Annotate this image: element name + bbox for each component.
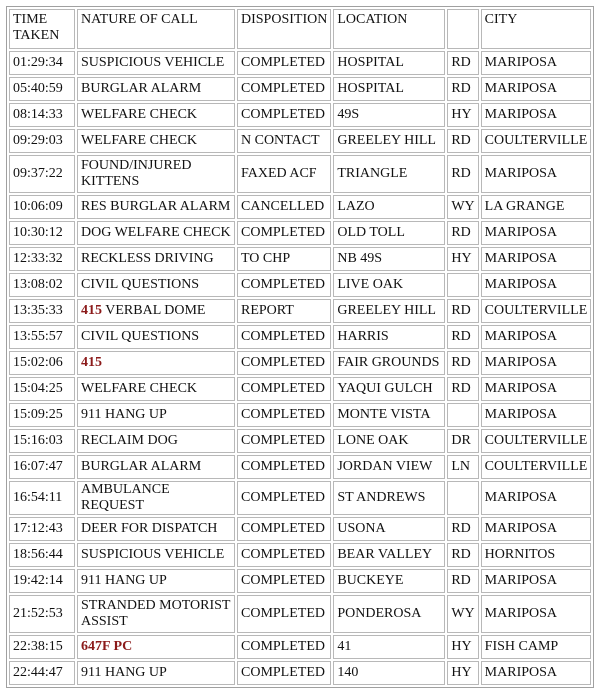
cell-time: 12:33:32 bbox=[9, 247, 75, 271]
cell-disposition: COMPLETED bbox=[237, 221, 331, 245]
nature-text: RES BURGLAR ALARM bbox=[81, 199, 231, 214]
cell-city: MARIPOSA bbox=[481, 77, 592, 101]
table-row bbox=[9, 247, 591, 271]
cell-nature bbox=[77, 543, 235, 567]
cell-location: HOSPITAL bbox=[333, 77, 445, 101]
cell-nature bbox=[77, 351, 235, 375]
table-row bbox=[9, 351, 591, 375]
cell-nature bbox=[77, 595, 235, 633]
call-log-body bbox=[9, 9, 591, 685]
table-row bbox=[9, 517, 591, 541]
cell-city: MARIPOSA bbox=[481, 273, 592, 297]
cell-city: COULTERVILLE bbox=[481, 429, 592, 453]
cell-suffix: WY bbox=[447, 195, 478, 219]
cell-disposition: COMPLETED bbox=[237, 51, 331, 75]
nature-text: SUSPICIOUS VEHICLE bbox=[81, 547, 225, 562]
table-row bbox=[9, 455, 591, 479]
cell-city: MARIPOSA bbox=[481, 517, 592, 541]
cell-time: 22:38:15 bbox=[9, 635, 75, 659]
table-row bbox=[9, 77, 591, 101]
table-row bbox=[9, 221, 591, 245]
cell-nature bbox=[77, 155, 235, 193]
cell-disposition: COMPLETED bbox=[237, 77, 331, 101]
cell-location: 41 bbox=[333, 635, 445, 659]
cell-location: LONE OAK bbox=[333, 429, 445, 453]
cell-suffix: RD bbox=[447, 517, 478, 541]
cell-suffix: RD bbox=[447, 129, 478, 153]
cell-city: MARIPOSA bbox=[481, 377, 592, 401]
cell-disposition: COMPLETED bbox=[237, 455, 331, 479]
cell-time: 09:29:03 bbox=[9, 129, 75, 153]
cell-suffix: RD bbox=[447, 155, 478, 193]
cell-nature bbox=[77, 103, 235, 127]
cell-disposition: COMPLETED bbox=[237, 273, 331, 297]
cell-disposition: COMPLETED bbox=[237, 661, 331, 685]
cell-nature bbox=[77, 247, 235, 271]
nature-text: SUSPICIOUS VEHICLE bbox=[81, 55, 225, 70]
cell-time: 16:54:11 bbox=[9, 481, 75, 515]
cell-suffix bbox=[447, 273, 478, 297]
table-row bbox=[9, 569, 591, 593]
table-row bbox=[9, 155, 591, 193]
cell-location: 140 bbox=[333, 661, 445, 685]
nature-text: AMBULANCE REQUEST bbox=[81, 482, 170, 513]
cell-disposition: COMPLETED bbox=[237, 517, 331, 541]
cell-disposition: COMPLETED bbox=[237, 429, 331, 453]
cell-location: GREELEY HILL bbox=[333, 299, 445, 323]
nature-text: VERBAL DOME bbox=[105, 303, 206, 318]
cell-city: MARIPOSA bbox=[481, 403, 592, 427]
cell-nature bbox=[77, 299, 235, 323]
table-row bbox=[9, 635, 591, 659]
cell-disposition: COMPLETED bbox=[237, 325, 331, 349]
cell-suffix: RD bbox=[447, 325, 478, 349]
cell-location: OLD TOLL bbox=[333, 221, 445, 245]
cell-time: 08:14:33 bbox=[9, 103, 75, 127]
nature-text: STRANDED MOTORIST ASSIST bbox=[81, 598, 231, 629]
cell-suffix: HY bbox=[447, 635, 478, 659]
table-row bbox=[9, 273, 591, 297]
cell-suffix: HY bbox=[447, 247, 478, 271]
cell-city: MARIPOSA bbox=[481, 325, 592, 349]
table-row bbox=[9, 403, 591, 427]
cell-disposition: COMPLETED bbox=[237, 543, 331, 567]
cell-location: 49S bbox=[333, 103, 445, 127]
cell-city: COULTERVILLE bbox=[481, 299, 592, 323]
table-row bbox=[9, 129, 591, 153]
nature-text: WELFARE CHECK bbox=[81, 381, 198, 396]
cell-disposition: COMPLETED bbox=[237, 635, 331, 659]
nature-text: 911 HANG UP bbox=[81, 407, 167, 422]
cell-time: 18:56:44 bbox=[9, 543, 75, 567]
nature-text: CIVIL QUESTIONS bbox=[81, 277, 200, 292]
cell-city: MARIPOSA bbox=[481, 661, 592, 685]
call-log-container bbox=[6, 6, 594, 688]
cell-nature bbox=[77, 429, 235, 453]
cell-location: USONA bbox=[333, 517, 445, 541]
nature-text: RECKLESS DRIVING bbox=[81, 251, 214, 266]
cell-location: YAQUI GULCH bbox=[333, 377, 445, 401]
cell-location: TRIANGLE bbox=[333, 155, 445, 193]
table-row bbox=[9, 429, 591, 453]
cell-suffix: RD bbox=[447, 299, 478, 323]
cell-time: 15:09:25 bbox=[9, 403, 75, 427]
cell-location: LIVE OAK bbox=[333, 273, 445, 297]
cell-location: BUCKEYE bbox=[333, 569, 445, 593]
table-row bbox=[9, 661, 591, 685]
nature-text: BURGLAR ALARM bbox=[81, 459, 202, 474]
cell-suffix: RD bbox=[447, 77, 478, 101]
cell-time: 15:02:06 bbox=[9, 351, 75, 375]
nature-text: 911 HANG UP bbox=[81, 573, 167, 588]
cell-time: 15:16:03 bbox=[9, 429, 75, 453]
cell-disposition: REPORT bbox=[237, 299, 331, 323]
table-row bbox=[9, 481, 591, 515]
cell-city: MARIPOSA bbox=[481, 595, 592, 633]
cell-suffix bbox=[447, 403, 478, 427]
nature-text: WELFARE CHECK bbox=[81, 133, 198, 148]
nature-text: 911 HANG UP bbox=[81, 665, 167, 680]
cell-time: 16:07:47 bbox=[9, 455, 75, 479]
cell-nature bbox=[77, 635, 235, 659]
header-nature: NATURE OF CALL bbox=[77, 9, 235, 49]
cell-disposition: COMPLETED bbox=[237, 103, 331, 127]
cell-location: JORDAN VIEW bbox=[333, 455, 445, 479]
cell-city: MARIPOSA bbox=[481, 155, 592, 193]
header-row bbox=[9, 9, 591, 49]
cell-suffix: RD bbox=[447, 377, 478, 401]
table-row bbox=[9, 195, 591, 219]
cell-suffix: DR bbox=[447, 429, 478, 453]
nature-text: BURGLAR ALARM bbox=[81, 81, 202, 96]
nature-text: DOG WELFARE CHECK bbox=[81, 225, 231, 240]
cell-suffix: RD bbox=[447, 221, 478, 245]
cell-suffix: RD bbox=[447, 569, 478, 593]
cell-nature bbox=[77, 221, 235, 245]
cell-city: MARIPOSA bbox=[481, 569, 592, 593]
cell-city: LA GRANGE bbox=[481, 195, 592, 219]
cell-disposition: FAXED ACF bbox=[237, 155, 331, 193]
cell-city: COULTERVILLE bbox=[481, 455, 592, 479]
cell-time: 22:44:47 bbox=[9, 661, 75, 685]
table-row bbox=[9, 595, 591, 633]
cell-suffix: HY bbox=[447, 661, 478, 685]
cell-city: MARIPOSA bbox=[481, 351, 592, 375]
cell-disposition: COMPLETED bbox=[237, 377, 331, 401]
cell-suffix: RD bbox=[447, 51, 478, 75]
cell-nature bbox=[77, 569, 235, 593]
cell-time: 13:35:33 bbox=[9, 299, 75, 323]
cell-location: HARRIS bbox=[333, 325, 445, 349]
table-row bbox=[9, 543, 591, 567]
cell-location: HOSPITAL bbox=[333, 51, 445, 75]
cell-disposition: COMPLETED bbox=[237, 403, 331, 427]
nature-text: FOUND/INJURED KITTENS bbox=[81, 158, 192, 189]
cell-suffix bbox=[447, 481, 478, 515]
cell-suffix: WY bbox=[447, 595, 478, 633]
cell-time: 15:04:25 bbox=[9, 377, 75, 401]
cell-suffix: RD bbox=[447, 351, 478, 375]
cell-disposition: COMPLETED bbox=[237, 569, 331, 593]
cell-time: 13:55:57 bbox=[9, 325, 75, 349]
cell-suffix: LN bbox=[447, 455, 478, 479]
table-row bbox=[9, 325, 591, 349]
cell-city: MARIPOSA bbox=[481, 247, 592, 271]
cell-location: NB 49S bbox=[333, 247, 445, 271]
cell-nature bbox=[77, 77, 235, 101]
cell-city: COULTERVILLE bbox=[481, 129, 592, 153]
cell-disposition: N CONTACT bbox=[237, 129, 331, 153]
call-code: 647F PC bbox=[81, 639, 133, 654]
cell-time: 10:06:09 bbox=[9, 195, 75, 219]
cell-time: 21:52:53 bbox=[9, 595, 75, 633]
cell-city: MARIPOSA bbox=[481, 51, 592, 75]
table-row bbox=[9, 299, 591, 323]
cell-disposition: COMPLETED bbox=[237, 595, 331, 633]
cell-nature bbox=[77, 403, 235, 427]
cell-disposition: COMPLETED bbox=[237, 351, 331, 375]
cell-suffix: RD bbox=[447, 543, 478, 567]
cell-location: FAIR GROUNDS bbox=[333, 351, 445, 375]
cell-nature bbox=[77, 129, 235, 153]
table-row bbox=[9, 51, 591, 75]
cell-suffix: HY bbox=[447, 103, 478, 127]
nature-text: DEER FOR DISPATCH bbox=[81, 521, 218, 536]
nature-text: RECLAIM DOG bbox=[81, 433, 178, 448]
cell-location: PONDEROSA bbox=[333, 595, 445, 633]
cell-disposition: TO CHP bbox=[237, 247, 331, 271]
cell-city: MARIPOSA bbox=[481, 481, 592, 515]
cell-nature bbox=[77, 325, 235, 349]
nature-text: WELFARE CHECK bbox=[81, 107, 198, 122]
cell-city: MARIPOSA bbox=[481, 221, 592, 245]
call-code: 415 bbox=[81, 303, 102, 318]
cell-nature bbox=[77, 661, 235, 685]
cell-time: 13:08:02 bbox=[9, 273, 75, 297]
header-suffix bbox=[447, 9, 478, 49]
cell-time: 05:40:59 bbox=[9, 77, 75, 101]
cell-time: 10:30:12 bbox=[9, 221, 75, 245]
call-log-table bbox=[6, 6, 594, 688]
call-code: 415 bbox=[81, 355, 102, 370]
cell-nature bbox=[77, 481, 235, 515]
cell-nature bbox=[77, 455, 235, 479]
header-disposition: DISPOSITION bbox=[237, 9, 331, 49]
cell-time: 01:29:34 bbox=[9, 51, 75, 75]
cell-disposition: CANCELLED bbox=[237, 195, 331, 219]
cell-nature bbox=[77, 273, 235, 297]
cell-city: FISH CAMP bbox=[481, 635, 592, 659]
cell-disposition: COMPLETED bbox=[237, 481, 331, 515]
cell-nature bbox=[77, 51, 235, 75]
cell-location: BEAR VALLEY bbox=[333, 543, 445, 567]
cell-time: 17:12:43 bbox=[9, 517, 75, 541]
cell-location: ST ANDREWS bbox=[333, 481, 445, 515]
cell-location: MONTE VISTA bbox=[333, 403, 445, 427]
header-time: TIME TAKEN bbox=[9, 9, 75, 49]
cell-nature bbox=[77, 517, 235, 541]
nature-text: CIVIL QUESTIONS bbox=[81, 329, 200, 344]
header-city: CITY bbox=[481, 9, 592, 49]
table-row bbox=[9, 103, 591, 127]
table-row bbox=[9, 377, 591, 401]
cell-location: GREELEY HILL bbox=[333, 129, 445, 153]
header-location: LOCATION bbox=[333, 9, 445, 49]
cell-city: MARIPOSA bbox=[481, 103, 592, 127]
cell-time: 19:42:14 bbox=[9, 569, 75, 593]
cell-time: 09:37:22 bbox=[9, 155, 75, 193]
cell-location: LAZO bbox=[333, 195, 445, 219]
cell-nature bbox=[77, 195, 235, 219]
cell-city: HORNITOS bbox=[481, 543, 592, 567]
cell-nature bbox=[77, 377, 235, 401]
